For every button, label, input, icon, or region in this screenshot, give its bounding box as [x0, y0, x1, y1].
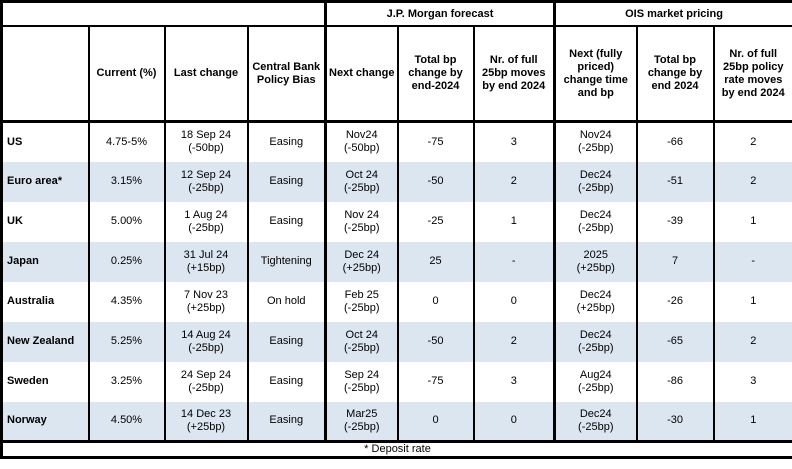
- last-change-date: 1 Aug 24: [184, 208, 228, 221]
- table-row-norway: [2, 402, 792, 442]
- cell-jpm-total-bp: 0: [398, 282, 474, 322]
- cell-ois-moves: 2: [714, 322, 792, 362]
- ois-market-pricing-group-header: OIS market pricing: [555, 2, 792, 27]
- cell-last-change: [165, 402, 248, 442]
- jpm-next-date: Oct 24: [345, 328, 378, 341]
- last-change-date: 7 Nov 23: [183, 288, 229, 301]
- jpm-next-date: Sep 24: [344, 368, 380, 381]
- cell-policy-bias: Easing: [248, 162, 326, 202]
- cell-ois-moves: 1: [714, 282, 792, 322]
- cell-ois-next-change: [555, 362, 637, 402]
- col-header-ois-total-bp: Total bp change by end 2024: [637, 26, 714, 122]
- last-change-date: 18 Sep 24: [180, 129, 232, 142]
- footnote-row: [2, 442, 792, 458]
- jpm-next-bp: (+25bp): [342, 261, 381, 274]
- last-change-date: 31 Jul 24: [183, 248, 229, 261]
- jpm-next-date: Feb 25: [344, 288, 379, 301]
- ois-next-date: Dec24: [579, 407, 612, 420]
- cell-policy-bias: Easing: [248, 202, 326, 242]
- jpm-next-date: Oct 24: [345, 168, 378, 181]
- cell-ois-moves: 3: [714, 362, 792, 402]
- jpm-next-bp: (-25bp): [344, 420, 380, 433]
- table-row-uk: [2, 202, 792, 242]
- cell-jpm-next-change: [326, 322, 398, 362]
- cell-current: 5.00%: [89, 202, 165, 242]
- cell-ois-moves: 1: [714, 402, 792, 442]
- cell-policy-bias: Tightening: [248, 242, 326, 282]
- cell-policy-bias: On hold: [248, 282, 326, 322]
- cell-ois-total-bp: 7: [637, 242, 714, 282]
- cell-last-change: [165, 362, 248, 402]
- group-header-row: [2, 2, 792, 27]
- cell-policy-bias: Easing: [248, 362, 326, 402]
- last-change-bp: (+25bp): [186, 420, 226, 433]
- cell-jpm-next-change: [326, 362, 398, 402]
- column-header-row: [2, 26, 792, 122]
- cell-ois-total-bp: -51: [637, 162, 714, 202]
- jpm-next-bp: (-25bp): [344, 301, 380, 314]
- ois-next-date: Nov24: [579, 129, 612, 142]
- cell-jpm-moves: 3: [474, 362, 555, 402]
- last-change-date: 14 Aug 24: [181, 328, 231, 341]
- ois-next-bp: (-25bp): [578, 420, 614, 433]
- col-header-policy-bias: Central Bank Policy Bias: [248, 26, 326, 122]
- last-change-bp: (-25bp): [188, 181, 224, 194]
- cell-jpm-moves: 2: [474, 162, 555, 202]
- cell-jpm-total-bp: -75: [398, 122, 474, 162]
- cell-ois-moves: 2: [714, 162, 792, 202]
- cell-current: 3.25%: [89, 362, 165, 402]
- last-change-bp: (-25bp): [188, 381, 224, 394]
- cell-jpm-moves: 2: [474, 322, 555, 362]
- ois-next-bp: (-25bp): [578, 341, 614, 354]
- cell-current: 4.75-5%: [89, 122, 165, 162]
- last-change-bp: (-50bp): [188, 142, 224, 155]
- col-header-country: [2, 26, 89, 122]
- cell-jpm-moves: 0: [474, 402, 555, 442]
- jpm-next-bp: (-25bp): [344, 381, 380, 394]
- empty-group-header: [2, 2, 326, 27]
- cell-jpm-total-bp: 25: [398, 242, 474, 282]
- cell-ois-total-bp: -65: [637, 322, 714, 362]
- table-row-new-zealand: [2, 322, 792, 362]
- cell-jpm-moves: 1: [474, 202, 555, 242]
- cell-last-change: [165, 282, 248, 322]
- cell-policy-bias: Easing: [248, 402, 326, 442]
- cell-ois-moves: -: [714, 242, 792, 282]
- jpm-next-date: Dec 24: [344, 248, 380, 261]
- ois-next-date: Dec24: [579, 328, 612, 341]
- cell-current: 5.25%: [89, 322, 165, 362]
- cell-ois-total-bp: -26: [637, 282, 714, 322]
- ois-next-bp: (-25bp): [578, 221, 614, 234]
- jpm-next-bp: (-25bp): [344, 341, 380, 354]
- ois-next-date: Dec24: [579, 288, 612, 301]
- table-row-us: [2, 122, 792, 162]
- cell-country: Japan: [2, 242, 89, 282]
- last-change-bp: (+25bp): [186, 301, 226, 314]
- last-change-date: 14 Dec 23: [180, 407, 232, 420]
- jpm-next-bp: (-25bp): [344, 221, 380, 234]
- cell-last-change: [165, 322, 248, 362]
- jpm-next-bp: (-25bp): [344, 181, 380, 194]
- jpm-next-date: Mar25: [346, 407, 378, 420]
- cell-ois-total-bp: -66: [637, 122, 714, 162]
- cell-jpm-total-bp: -50: [398, 162, 474, 202]
- cell-ois-total-bp: -86: [637, 362, 714, 402]
- cell-last-change: [165, 162, 248, 202]
- cell-country: New Zealand: [2, 322, 89, 362]
- ois-next-date: Dec24: [579, 168, 612, 181]
- table-row-euro-area: [2, 162, 792, 202]
- cell-jpm-total-bp: -50: [398, 322, 474, 362]
- cell-current: 0.25%: [89, 242, 165, 282]
- cell-jpm-next-change: [326, 202, 398, 242]
- jpm-next-date: Nov 24: [344, 208, 380, 221]
- ois-next-date: 2025: [583, 248, 608, 261]
- col-header-last-change: Last change: [165, 26, 248, 122]
- ois-next-date: Aug24: [579, 368, 612, 381]
- col-header-jpm-next-change: Next change: [326, 26, 398, 122]
- last-change-date: 24 Sep 24: [180, 368, 232, 381]
- cell-last-change: [165, 202, 248, 242]
- cell-country: Euro area*: [2, 162, 89, 202]
- last-change-bp: (-25bp): [188, 221, 224, 234]
- ois-next-bp: (+25bp): [576, 261, 615, 274]
- cell-jpm-moves: -: [474, 242, 555, 282]
- last-change-date: 12 Sep 24: [180, 168, 232, 181]
- cell-last-change: [165, 242, 248, 282]
- cell-country: Norway: [2, 402, 89, 442]
- cell-jpm-next-change: [326, 282, 398, 322]
- cell-jpm-total-bp: 0: [398, 402, 474, 442]
- footnote: * Deposit rate: [2, 442, 792, 458]
- jpm-forecast-group-header: J.P. Morgan forecast: [326, 2, 555, 27]
- cell-current: 3.15%: [89, 162, 165, 202]
- cell-country: US: [7, 135, 23, 148]
- table-row-sweden: [2, 362, 792, 402]
- last-change-bp: (+15bp): [186, 261, 226, 274]
- cell-ois-next-change: [555, 402, 637, 442]
- jpm-next-bp: (-50bp): [344, 142, 380, 155]
- cell-jpm-next-change: [326, 162, 398, 202]
- cell-jpm-next-change: [326, 122, 398, 162]
- cell-policy-bias: Easing: [248, 322, 326, 362]
- cell-ois-next-change: [555, 162, 637, 202]
- cell-country: Australia: [7, 295, 55, 307]
- cell-ois-next-change: [555, 282, 637, 322]
- ois-next-bp: (-25bp): [578, 181, 614, 194]
- cell-ois-next-change: [555, 122, 637, 162]
- cell-current: 4.35%: [89, 282, 165, 322]
- col-header-ois-moves: Nr. of full 25bp policy rate moves by end 2024: [714, 26, 792, 122]
- col-header-current: Current (%): [89, 26, 165, 122]
- cell-last-change: [165, 122, 248, 162]
- cell-ois-moves: 2: [714, 122, 792, 162]
- last-change-bp: (-25bp): [188, 341, 224, 354]
- cell-policy-bias: Easing: [248, 122, 326, 162]
- col-header-jpm-moves: Nr. of full 25bp moves by end 2024: [474, 26, 555, 122]
- ois-next-bp: (+25bp): [576, 301, 615, 314]
- cell-ois-total-bp: -30: [637, 402, 714, 442]
- cell-jpm-moves: 3: [474, 122, 555, 162]
- ois-next-date: Dec24: [579, 208, 612, 221]
- cell-ois-next-change: [555, 322, 637, 362]
- cell-jpm-total-bp: -75: [398, 362, 474, 402]
- table-row-japan: [2, 242, 792, 282]
- col-header-jpm-total-bp: Total bp change by end-2024: [398, 26, 474, 122]
- cell-ois-next-change: [555, 202, 637, 242]
- cell-jpm-total-bp: -25: [398, 202, 474, 242]
- cell-country: Sweden: [7, 375, 49, 387]
- jpm-next-date: Nov24: [345, 129, 378, 142]
- cell-country: UK: [7, 215, 23, 227]
- col-header-ois-next-change: Next (fully priced) change time and bp: [555, 26, 637, 122]
- cell-ois-next-change: [555, 242, 637, 282]
- cell-ois-moves: 1: [714, 202, 792, 242]
- table-row-australia: [2, 282, 792, 322]
- cell-jpm-next-change: [326, 242, 398, 282]
- cell-jpm-next-change: [326, 402, 398, 442]
- ois-next-bp: (-25bp): [578, 381, 614, 394]
- cell-jpm-moves: 0: [474, 282, 555, 322]
- cell-current: 4.50%: [89, 402, 165, 442]
- cell-ois-total-bp: -39: [637, 202, 714, 242]
- ois-next-bp: (-25bp): [578, 142, 614, 155]
